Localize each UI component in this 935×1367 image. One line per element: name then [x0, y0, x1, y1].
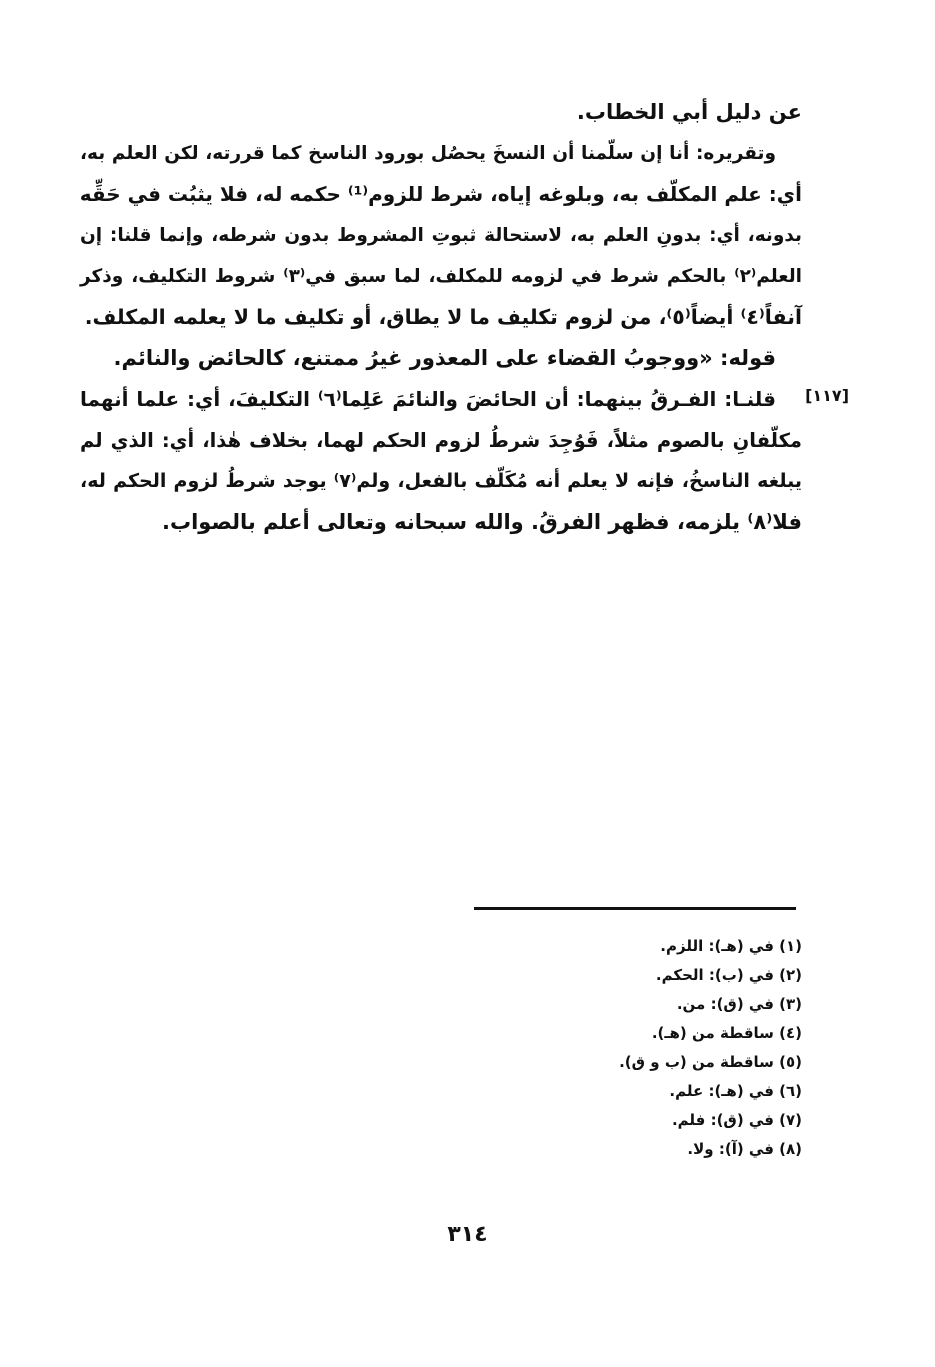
footnote: (٣) في (ق): من.	[676, 995, 802, 1013]
text-line: مكلّفانِ بالصوم مثلاً، فَوُجِدَ شرطُ لزوم الحكم لهما، بخلاف هٰذا، أي: الذي لم	[80, 429, 802, 452]
text-line: قوله: «ووجوبُ القضاء على المعذور غيرُ ممتنع، كالحائض والنائم.	[113, 346, 776, 370]
footnotes	[482, 932, 802, 1164]
footnote-divider	[474, 907, 796, 910]
text-line: بدونه، أي: بدونِ العلم به، لاستحالة ثبوتِ المشروط بدون شرطه، وإنما قلنا: إن	[80, 225, 802, 246]
text-line: يبلغه الناسخُ، فإنه لا يعلم أنه مُكَلّف بالفعل، ولم⁽٧⁾ يوجد شرطُ لزوم الحكم له،	[80, 470, 802, 492]
text-line: فلا⁽٨⁾ يلزمه، فظهر الفرقُ. والله سبحانه وتعالى أعلم بالصواب.	[162, 510, 802, 534]
footnote: (٤) ساقطة من (هـ).	[651, 1024, 802, 1042]
footnote: (٥) ساقطة من (ب و ق).	[619, 1053, 802, 1071]
footnote: (٢) في (ب): الحكم.	[655, 966, 802, 984]
text-line: قلنـا: الفـرقُ بينهما: أن الحائضَ والنائمَ عَلِما⁽٦⁾ التكليفَ، أي: علما أنهما	[80, 387, 776, 411]
margin-marker: [١١٧]	[805, 386, 849, 405]
text-line: آنفاً⁽٤⁾ أيضاً⁽٥⁾، من لزوم تكليف ما لا يطاق، أو تكليف ما لا يعلمه المكلف.	[84, 305, 802, 329]
text-line: عن دليل أبي الخطاب.	[576, 100, 802, 124]
text-line: أي: علم المكلّف به، وبلوغه إياه، شرط للزوم⁽¹⁾ حكمه له، فلا يثبُت في حَقِّه	[79, 182, 802, 206]
body-text	[80, 92, 802, 543]
footnote: (٦) في (هـ): علم.	[669, 1082, 802, 1100]
footnote: (٧) في (ق): فلم.	[671, 1111, 802, 1129]
text-line: وتقريره: أنا إن سلّمنا أن النسخَ يحصُل بورود الناسخ كما قررته، لكن العلم به،	[80, 143, 776, 164]
page-number: ٣١٤	[447, 1222, 488, 1247]
footnote: (١) في (هـ): اللزم.	[660, 937, 802, 955]
footnote: (٨) في (آ): ولا.	[687, 1140, 802, 1158]
text-line: العلم⁽٢⁾ بالحكم شرط في لزومه للمكلف، لما سبق في⁽٣⁾ شروط التكليف، وذكر	[80, 266, 803, 287]
